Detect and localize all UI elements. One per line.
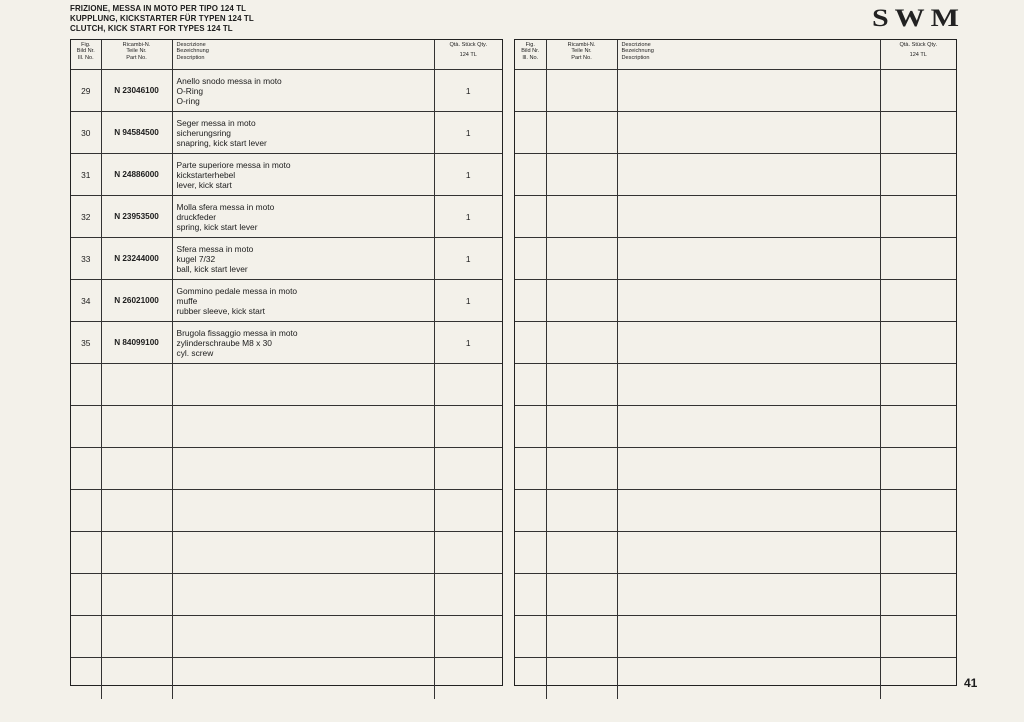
empty-cell xyxy=(546,448,617,490)
quantity: 1 xyxy=(434,196,502,238)
fig-number: 32 xyxy=(71,196,101,238)
empty-cell xyxy=(515,616,546,658)
empty-cell xyxy=(172,658,434,700)
description-de: kickstarterhebel xyxy=(176,169,236,180)
parts-table-right xyxy=(514,39,957,686)
fig-header: Fig. Bild Nr. Ill. No. xyxy=(71,40,101,70)
empty-cell xyxy=(617,658,880,700)
description xyxy=(172,280,434,322)
empty-cell xyxy=(434,616,502,658)
empty-cell xyxy=(617,322,880,364)
empty-cell xyxy=(515,196,546,238)
page-number: 41 xyxy=(964,676,978,690)
description-header: Descrizione Bezeichnung Description xyxy=(172,40,434,70)
empty-cell xyxy=(617,70,880,112)
fig-number: 31 xyxy=(71,154,101,196)
empty-cell xyxy=(546,322,617,364)
table-row-empty xyxy=(515,574,956,616)
empty-cell xyxy=(434,532,502,574)
description xyxy=(172,238,434,280)
description-de: O-Ring xyxy=(176,85,204,96)
quantity-header: Qtà. Stück Qty. 124 TL xyxy=(880,40,956,70)
empty-cell xyxy=(880,658,956,700)
table-row-empty xyxy=(515,448,956,490)
empty-cell xyxy=(71,406,101,448)
table-header-row xyxy=(515,40,956,70)
fig-header: Fig. Bild Nr. Ill. No. xyxy=(515,40,546,70)
empty-cell xyxy=(515,574,546,616)
table-row-empty xyxy=(515,112,956,154)
empty-cell xyxy=(880,238,956,280)
description-de: druckfeder xyxy=(176,211,217,222)
part-number: N 84099100 xyxy=(101,322,172,364)
empty-cell xyxy=(880,448,956,490)
part-no-header: Ricambi-N. Teile Nr. Part No. xyxy=(546,40,617,70)
empty-cell xyxy=(880,574,956,616)
table-row-empty xyxy=(515,238,956,280)
part-number: N 23244000 xyxy=(101,238,172,280)
empty-cell xyxy=(172,532,434,574)
table-row-empty xyxy=(515,658,956,700)
description xyxy=(172,70,434,112)
empty-cell xyxy=(546,406,617,448)
quantity: 1 xyxy=(434,238,502,280)
quantity: 1 xyxy=(434,154,502,196)
empty-cell xyxy=(546,280,617,322)
empty-cell xyxy=(880,532,956,574)
empty-cell xyxy=(515,322,546,364)
fig-number: 30 xyxy=(71,112,101,154)
empty-cell xyxy=(617,280,880,322)
empty-cell xyxy=(515,112,546,154)
part-number: N 94584500 xyxy=(101,112,172,154)
empty-cell xyxy=(71,364,101,406)
empty-cell xyxy=(617,490,880,532)
empty-cell xyxy=(101,448,172,490)
title-italian: FRIZIONE, MESSA IN MOTO PER TIPO 124 TL xyxy=(70,3,247,13)
table-row-empty xyxy=(71,406,502,448)
description-it: Molla sfera messa in moto xyxy=(176,201,275,212)
empty-cell xyxy=(172,616,434,658)
table-row xyxy=(71,280,502,322)
title-english: CLUTCH, KICK START FOR TYPES 124 TL xyxy=(70,23,233,33)
empty-cell xyxy=(880,70,956,112)
table-row-empty xyxy=(515,322,956,364)
part-number: N 24886000 xyxy=(101,154,172,196)
empty-cell xyxy=(71,616,101,658)
empty-cell xyxy=(434,574,502,616)
table-row-empty xyxy=(515,490,956,532)
table-row xyxy=(71,196,502,238)
empty-cell xyxy=(101,616,172,658)
empty-cell xyxy=(172,574,434,616)
table-row xyxy=(71,154,502,196)
empty-cell xyxy=(71,448,101,490)
table-row-empty xyxy=(71,490,502,532)
table-row-empty xyxy=(71,364,502,406)
empty-cell xyxy=(546,532,617,574)
empty-cell xyxy=(515,490,546,532)
empty-cell xyxy=(434,448,502,490)
empty-cell xyxy=(546,574,617,616)
description-en: O-ring xyxy=(176,95,200,106)
empty-cell xyxy=(617,616,880,658)
empty-cell xyxy=(880,616,956,658)
empty-cell xyxy=(71,574,101,616)
empty-cell xyxy=(434,490,502,532)
table-row-empty xyxy=(515,196,956,238)
table-row-empty xyxy=(515,280,956,322)
empty-cell xyxy=(101,574,172,616)
empty-cell xyxy=(515,238,546,280)
quantity: 1 xyxy=(434,280,502,322)
quantity: 1 xyxy=(434,112,502,154)
empty-cell xyxy=(172,448,434,490)
table-row xyxy=(71,112,502,154)
description xyxy=(172,322,434,364)
description-it: Gommino pedale messa in moto xyxy=(176,285,298,296)
empty-cell xyxy=(880,322,956,364)
fig-number: 33 xyxy=(71,238,101,280)
empty-cell xyxy=(71,658,101,700)
title-german: KUPPLUNG, KICKSTARTER FÜR TYPEN 124 TL xyxy=(70,13,254,23)
empty-cell xyxy=(880,112,956,154)
empty-cell xyxy=(617,448,880,490)
table-row-empty xyxy=(71,616,502,658)
description xyxy=(172,112,434,154)
empty-cell xyxy=(515,658,546,700)
description-de: kugel 7/32 xyxy=(176,253,216,264)
empty-cell xyxy=(880,280,956,322)
description xyxy=(172,154,434,196)
empty-cell xyxy=(880,196,956,238)
table-row-empty xyxy=(71,658,502,700)
table-row-empty xyxy=(515,70,956,112)
description xyxy=(172,196,434,238)
description-de: muffe xyxy=(176,295,198,306)
empty-cell xyxy=(617,196,880,238)
description-en: snapring, kick start lever xyxy=(176,137,267,148)
empty-cell xyxy=(617,574,880,616)
table-row-empty xyxy=(515,364,956,406)
description-de: zylinderschraube M8 x 30 xyxy=(176,337,272,348)
description-en: rubber sleeve, kick start xyxy=(176,305,265,316)
empty-cell xyxy=(546,616,617,658)
page-title xyxy=(70,3,254,33)
empty-cell xyxy=(515,364,546,406)
fig-number: 29 xyxy=(71,70,101,112)
empty-cell xyxy=(546,112,617,154)
empty-cell xyxy=(880,364,956,406)
table-row xyxy=(71,70,502,112)
table-row-empty xyxy=(71,448,502,490)
description-en: spring, kick start lever xyxy=(176,221,258,232)
table-row xyxy=(71,322,502,364)
empty-cell xyxy=(515,448,546,490)
table-row-empty xyxy=(515,616,956,658)
table-row-empty xyxy=(71,532,502,574)
empty-cell xyxy=(617,406,880,448)
empty-cell xyxy=(172,490,434,532)
empty-cell xyxy=(617,112,880,154)
description-de: sicherungsring xyxy=(176,127,231,138)
part-number: N 26021000 xyxy=(101,280,172,322)
empty-cell xyxy=(546,196,617,238)
empty-cell xyxy=(515,532,546,574)
empty-cell xyxy=(546,364,617,406)
empty-cell xyxy=(172,406,434,448)
empty-cell xyxy=(546,238,617,280)
empty-cell xyxy=(101,658,172,700)
empty-cell xyxy=(434,364,502,406)
table-header-row xyxy=(71,40,502,70)
empty-cell xyxy=(546,70,617,112)
empty-cell xyxy=(515,70,546,112)
empty-cell xyxy=(434,406,502,448)
table-row-empty xyxy=(71,574,502,616)
description-it: Parte superiore messa in moto xyxy=(176,159,291,170)
description-it: Anello snodo messa in moto xyxy=(176,75,282,86)
empty-cell xyxy=(617,364,880,406)
part-no-header: Ricambi-N. Teile Nr. Part No. xyxy=(101,40,172,70)
empty-cell xyxy=(71,490,101,532)
quantity: 1 xyxy=(434,70,502,112)
empty-cell xyxy=(172,364,434,406)
empty-cell xyxy=(71,532,101,574)
description-it: Brugola fissaggio messa in moto xyxy=(176,327,298,338)
empty-cell xyxy=(546,154,617,196)
empty-cell xyxy=(546,658,617,700)
empty-cell xyxy=(101,490,172,532)
empty-cell xyxy=(101,532,172,574)
empty-cell xyxy=(101,406,172,448)
empty-cell xyxy=(617,532,880,574)
empty-cell xyxy=(515,154,546,196)
quantity: 1 xyxy=(434,322,502,364)
description-en: ball, kick start lever xyxy=(176,263,248,274)
empty-cell xyxy=(546,490,617,532)
table-row xyxy=(71,238,502,280)
fig-number: 35 xyxy=(71,322,101,364)
table-row-empty xyxy=(515,532,956,574)
table-row-empty xyxy=(515,406,956,448)
empty-cell xyxy=(617,238,880,280)
empty-cell xyxy=(515,280,546,322)
description-it: Sfera messa in moto xyxy=(176,243,254,254)
table-row-empty xyxy=(515,154,956,196)
empty-cell xyxy=(434,658,502,700)
description-it: Seger messa in moto xyxy=(176,117,256,128)
fig-number: 34 xyxy=(71,280,101,322)
parts-table-left xyxy=(70,39,503,686)
part-number: N 23046100 xyxy=(101,70,172,112)
empty-cell xyxy=(101,364,172,406)
empty-cell xyxy=(515,406,546,448)
description-en: cyl. screw xyxy=(176,347,214,358)
description-header: Descrizione Bezeichnung Description xyxy=(617,40,880,70)
description-en: lever, kick start xyxy=(176,179,232,190)
empty-cell xyxy=(617,154,880,196)
empty-cell xyxy=(880,406,956,448)
quantity-header: Qtà. Stück Qty. 124 TL xyxy=(434,40,502,70)
part-number: N 23953500 xyxy=(101,196,172,238)
empty-cell xyxy=(880,490,956,532)
brand-logo: SWM xyxy=(872,5,965,32)
empty-cell xyxy=(880,154,956,196)
